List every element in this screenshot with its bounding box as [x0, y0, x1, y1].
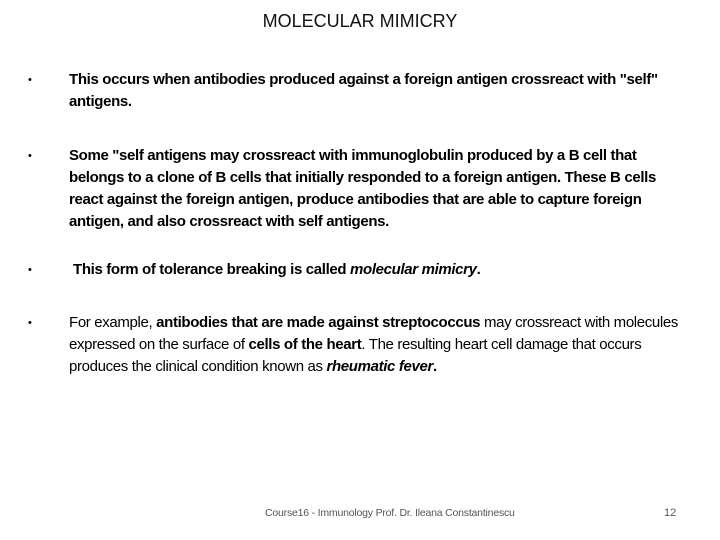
bullet-icon: •: [28, 74, 32, 86]
slide-footer: Course16 - Immunology Prof. Dr. Ileana Constantinescu: [265, 507, 515, 519]
bullet-icon: •: [28, 150, 32, 162]
bullet-text: [73, 259, 688, 281]
emphasis-term: molecular mimicry: [350, 261, 477, 278]
bullet-text: [69, 312, 684, 378]
bullet-text-segment: This form of tolerance breaking is called: [73, 261, 351, 278]
bullet-icon: •: [28, 264, 32, 276]
bullet-icon: •: [28, 317, 32, 329]
bullet-text: [69, 145, 684, 233]
emphasis-phrase: cells of the heart: [248, 336, 362, 353]
slide-title: MOLECULAR MIMICRY: [262, 11, 458, 31]
bullet-text-segment: This occurs when antibodies produced against a foreign antigen crossreact with "self" antigens.: [69, 71, 658, 110]
bullet-text-segment: may crossreact with molecules expressed on the surface of: [69, 314, 679, 353]
bullet-text-segment: . The resulting heart cell damage that occurs produces the clinical condition known as: [69, 336, 642, 375]
bullet-text: [69, 69, 684, 113]
page-number: 12: [664, 507, 677, 519]
bullet-text-segment: Some "self antigens may crossreact with immunoglobulin produced by a B cell that belongs to a clone of B cells that initially responded to a foreign antigen. These B cells react against the foreign antigen, produce antibodies that are able to capture foreign antigen, and also crossreact with self antigens.: [69, 147, 656, 230]
bullet-text-segment: .: [432, 358, 437, 375]
emphasis-term: rheumatic fever: [326, 358, 433, 375]
bullet-text-segment: For example,: [69, 314, 157, 331]
emphasis-phrase: antibodies that are made against streptococcus: [156, 314, 481, 331]
bullet-text-segment: .: [476, 261, 481, 278]
